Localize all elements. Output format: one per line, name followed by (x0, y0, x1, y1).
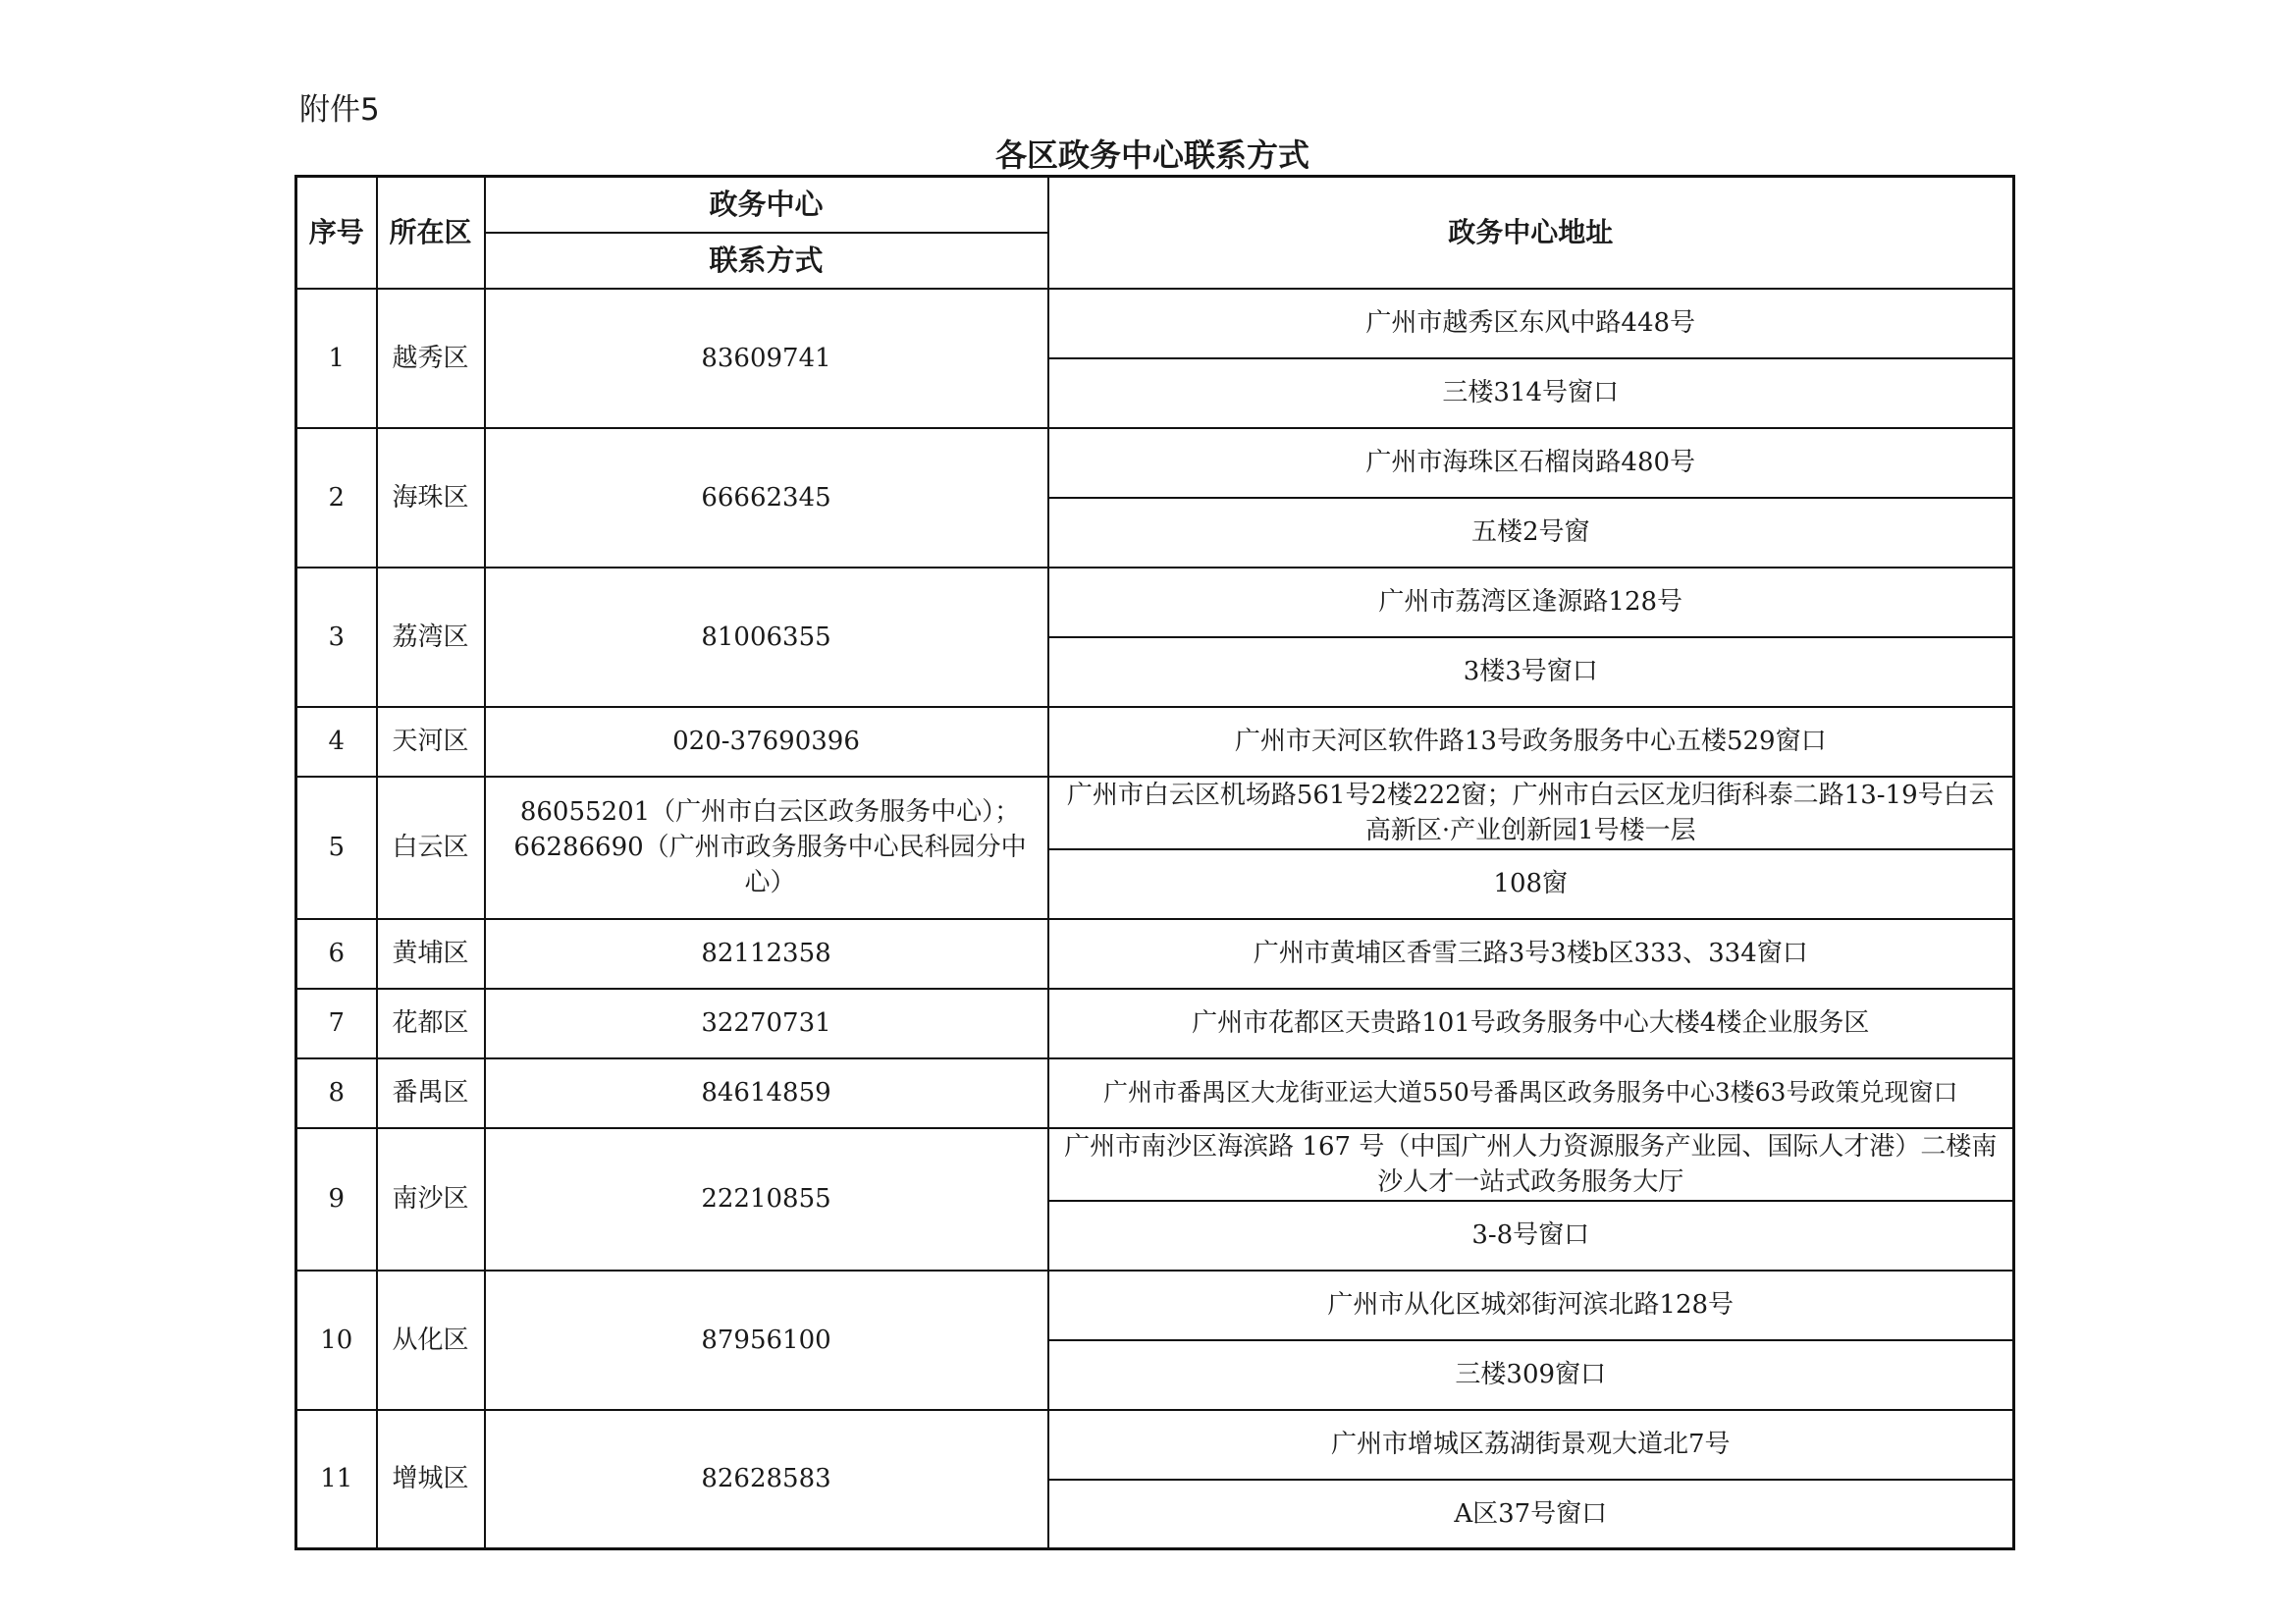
row-district: 番禺区 (377, 1058, 485, 1128)
row-phone: 32270731 (485, 989, 1048, 1058)
contact-table (294, 175, 2015, 1550)
row-district: 越秀区 (377, 289, 485, 428)
row-index: 7 (296, 989, 377, 1058)
row-address-line1: 广州市从化区城郊街河滨北路128号 (1048, 1271, 2014, 1340)
row-address-line2: A区37号窗口 (1048, 1480, 2014, 1549)
row-phone: 22210855 (485, 1128, 1048, 1271)
table-row (296, 1058, 2014, 1128)
row-district: 荔湾区 (377, 568, 485, 707)
row-phone: 84614859 (485, 1058, 1048, 1128)
row-district: 天河区 (377, 707, 485, 777)
row-address-line2: 五楼2号窗 (1048, 498, 2014, 568)
table-row (296, 1128, 2014, 1201)
header-center: 政务中心 (485, 177, 1048, 233)
row-phone: 020-37690396 (485, 707, 1048, 777)
row-index: 9 (296, 1128, 377, 1271)
table-row (296, 289, 2014, 358)
row-phone: 87956100 (485, 1271, 1048, 1410)
attachment-label: 附件5 (299, 92, 380, 128)
row-address: 广州市黄埔区香雪三路3号3楼b区333、334窗口 (1048, 919, 2014, 989)
row-district: 南沙区 (377, 1128, 485, 1271)
header-contact: 联系方式 (485, 233, 1048, 289)
table-row (296, 707, 2014, 777)
row-phone: 82112358 (485, 919, 1048, 989)
header-address: 政务中心地址 (1048, 177, 2014, 289)
table-row (296, 568, 2014, 637)
row-district: 黄埔区 (377, 919, 485, 989)
row-address-line2: 3-8号窗口 (1048, 1201, 2014, 1271)
table-row (296, 989, 2014, 1058)
row-index: 11 (296, 1410, 377, 1549)
row-district: 海珠区 (377, 428, 485, 568)
row-index: 5 (296, 777, 377, 919)
row-phone: 86055201（广州市白云区政务服务中心）；66286690（广州市政务服务中心民科园分中心） (485, 777, 1048, 919)
row-index: 3 (296, 568, 377, 707)
row-address: 广州市花都区天贵路101号政务服务中心大楼4楼企业服务区 (1048, 989, 2014, 1058)
row-address-line2: 三楼309窗口 (1048, 1340, 2014, 1410)
row-phone: 81006355 (485, 568, 1048, 707)
page-title: 各区政务中心联系方式 (994, 136, 1309, 174)
row-index: 4 (296, 707, 377, 777)
row-district: 从化区 (377, 1271, 485, 1410)
row-address-line1: 广州市越秀区东风中路448号 (1048, 289, 2014, 358)
row-address-line1: 广州市白云区机场路561号2楼222窗；广州市白云区龙归街科泰二路13-19号白云高新区·产业创新园1号楼一层 (1048, 777, 2014, 849)
table-row (296, 777, 2014, 849)
row-district: 白云区 (377, 777, 485, 919)
row-address-line2: 3楼3号窗口 (1048, 637, 2014, 707)
table-row (296, 1271, 2014, 1340)
table-row (296, 919, 2014, 989)
row-address-line1: 广州市南沙区海滨路 167 号（中国广州人力资源服务产业园、国际人才港）二楼南沙人才一站式政务服务大厅 (1048, 1128, 2014, 1201)
row-district: 增城区 (377, 1410, 485, 1549)
row-index: 1 (296, 289, 377, 428)
row-address-line2: 三楼314号窗口 (1048, 358, 2014, 428)
row-index: 8 (296, 1058, 377, 1128)
row-phone: 82628583 (485, 1410, 1048, 1549)
row-address-line1: 广州市荔湾区逢源路128号 (1048, 568, 2014, 637)
row-phone: 83609741 (485, 289, 1048, 428)
row-index: 6 (296, 919, 377, 989)
row-address-line1: 广州市海珠区石榴岗路480号 (1048, 428, 2014, 498)
header-district: 所在区 (377, 177, 485, 289)
row-address: 广州市番禺区大龙街亚运大道550号番禺区政务服务中心3楼63号政策兑现窗口 (1048, 1058, 2014, 1128)
row-address-line1: 广州市增城区荔湖街景观大道北7号 (1048, 1410, 2014, 1480)
row-district: 花都区 (377, 989, 485, 1058)
table-row (296, 1410, 2014, 1480)
row-index: 2 (296, 428, 377, 568)
row-address: 广州市天河区软件路13号政务服务中心五楼529窗口 (1048, 707, 2014, 777)
row-phone: 66662345 (485, 428, 1048, 568)
row-address-line2: 108窗 (1048, 849, 2014, 919)
row-index: 10 (296, 1271, 377, 1410)
header-index: 序号 (296, 177, 377, 289)
table-row (296, 428, 2014, 498)
